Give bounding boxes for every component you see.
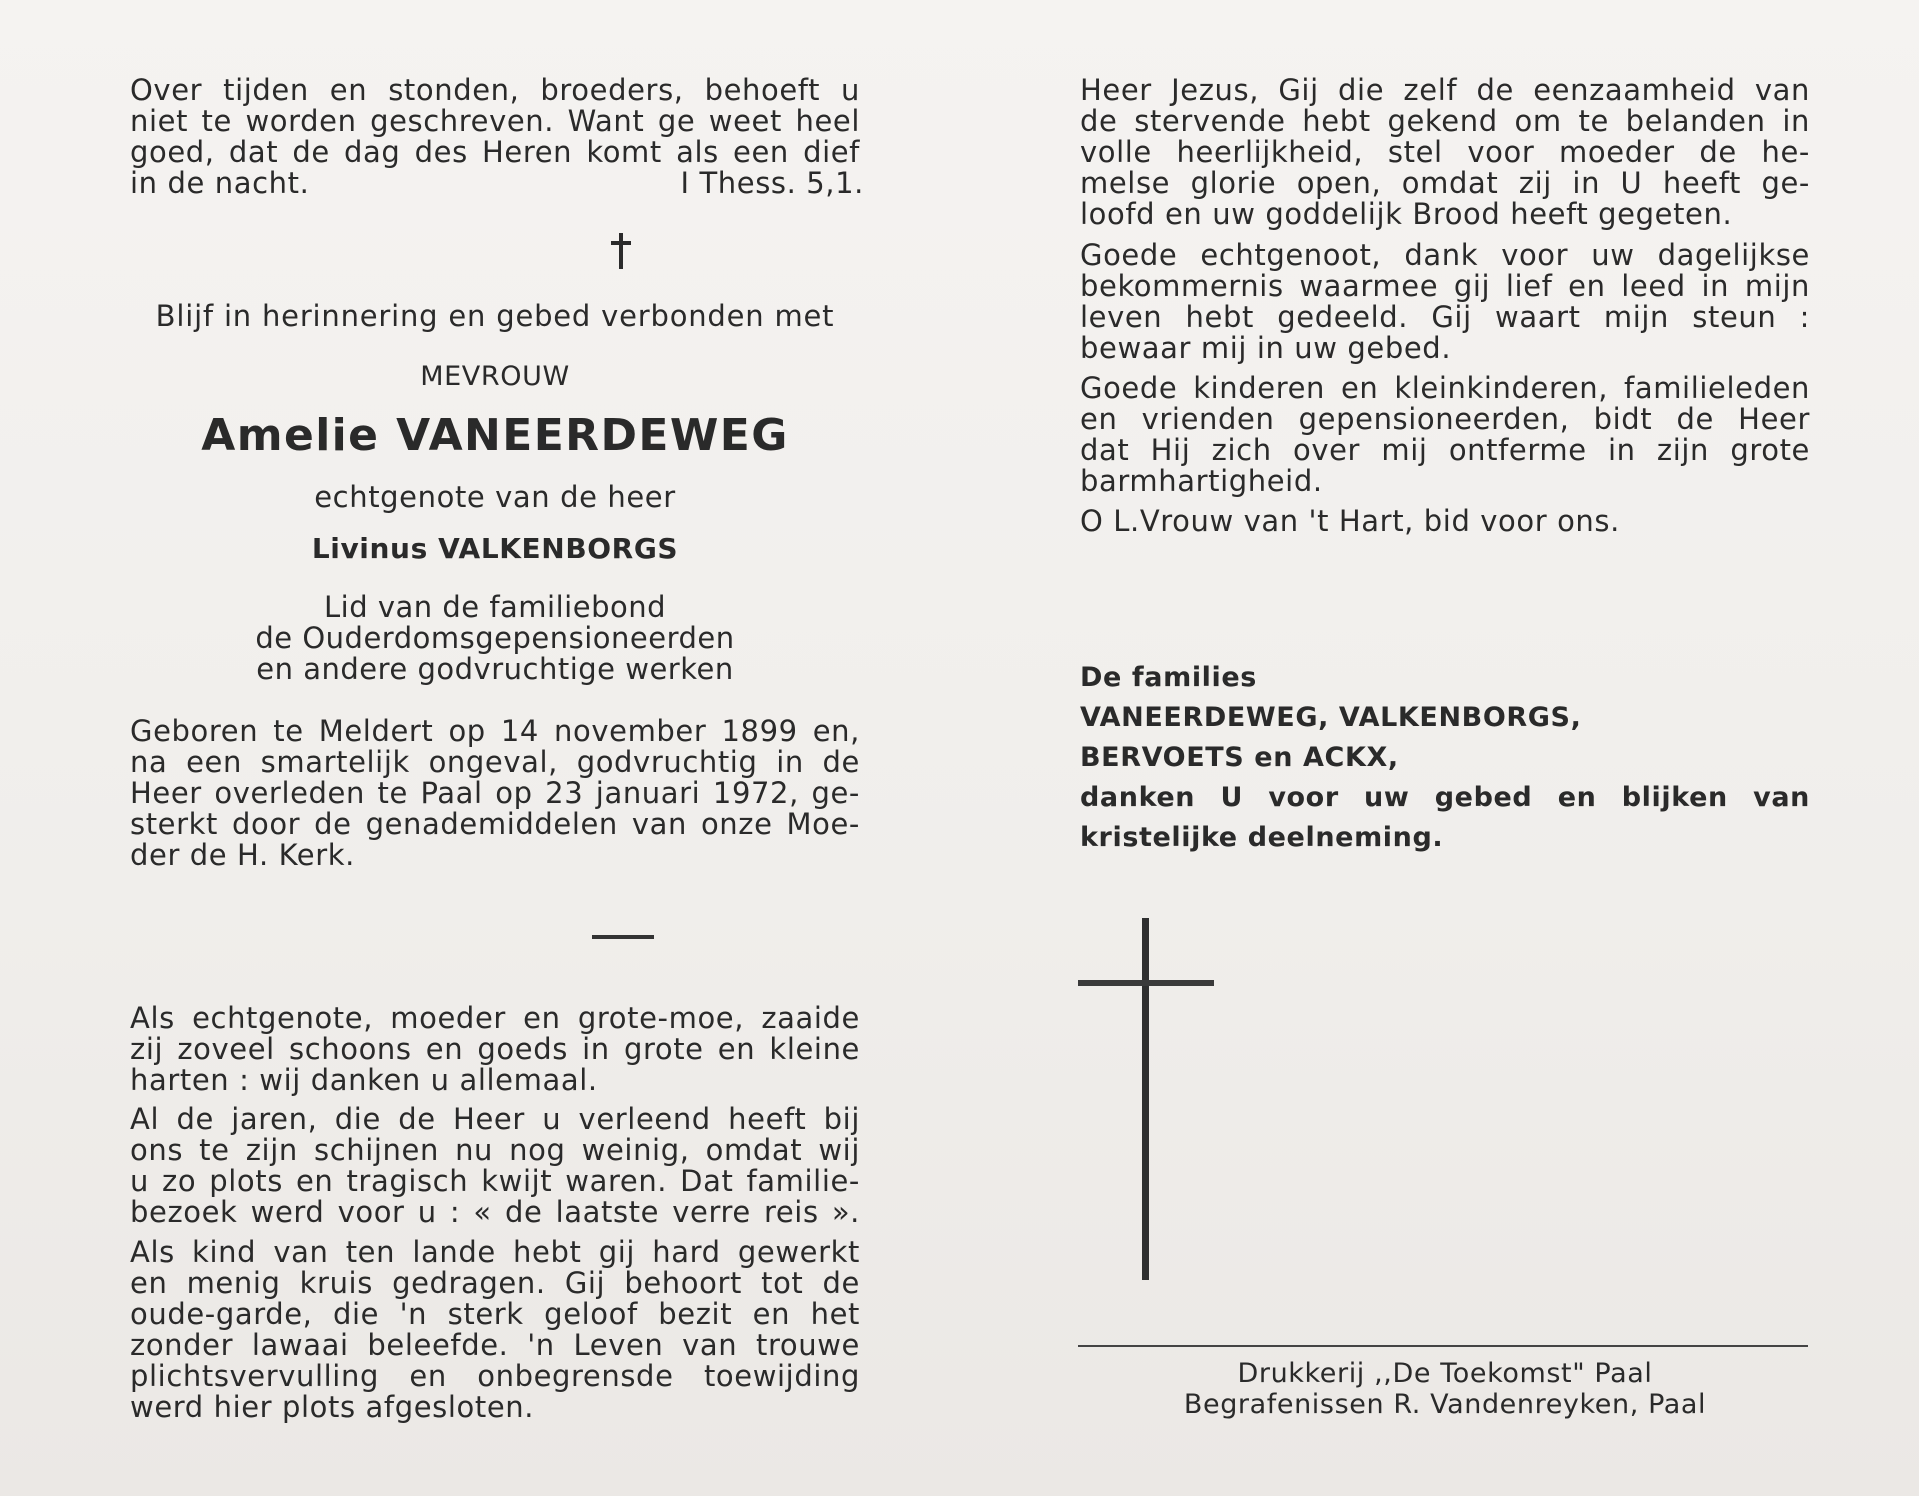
large-cross-icon xyxy=(1078,918,1214,1280)
birth-line: sterkt door de genademiddelen van onze Moe- xyxy=(130,807,860,841)
epigraph-line: Over tijden en stonden, broeders, behoeft u xyxy=(130,73,860,107)
spouse-intro: echtgenote van de heer xyxy=(314,480,676,514)
tribute-line: Als kind van ten lande hebt gij hard gewerkt xyxy=(130,1235,860,1269)
prayer-line: bekommernis waarmee gij lief en leed in mijn xyxy=(1080,269,1810,303)
spouse-name: Livinus VALKENBORGS xyxy=(311,532,679,565)
tribute-line: Al de jaren, die de Heer u verleend heeft bij xyxy=(130,1102,860,1136)
birth-line: Heer overleden te Paal op 23 januari 1972, ge- xyxy=(130,776,860,810)
birth-paragraph xyxy=(130,716,860,871)
epigraph-last-line xyxy=(130,166,864,200)
tribute-line: werd hier plots afgesloten. xyxy=(130,1390,535,1424)
undertaker-line: Begrafenissen R. Vandenreyken, Paal xyxy=(1183,1389,1707,1420)
deceased-name: Amelie VANEERDEWEG xyxy=(201,410,789,461)
tribute-paragraph-1 xyxy=(130,1003,860,1096)
divider-dash xyxy=(592,935,654,939)
birth-line: der de H. Kerk. xyxy=(130,838,355,872)
tribute-line: zonder lawaai beleefde. 'n Leven van trouwe xyxy=(130,1328,860,1362)
prayer-line: barmhartigheid. xyxy=(1080,464,1323,498)
prayer-line: loofd en uw goddelijk Brood heeft gegeten. xyxy=(1080,197,1733,231)
membership-line: Lid van de familiebond xyxy=(323,590,667,624)
prayer-line: melse glorie open, omdat zij in U heeft ge- xyxy=(1080,166,1810,200)
families-intro: De families xyxy=(1080,662,1257,693)
printer-line: Drukkerij ,,De Toekomst" Paal xyxy=(1237,1358,1653,1389)
tribute-line: bezoek werd voor u : « de laatste verre reis ». xyxy=(130,1195,860,1229)
small-cross-icon xyxy=(610,233,632,269)
memberships xyxy=(130,592,860,685)
invocation-line: O L.Vrouw van 't Hart, bid voor ons. xyxy=(1080,504,1620,538)
salutation: MEVROUW xyxy=(420,361,570,392)
invocation xyxy=(1080,506,1810,537)
prayer-line: Goede kinderen en kleinkinderen, familieleden xyxy=(1080,371,1810,405)
tribute-line: zij zoveel schoons en goeds in grote en kleine xyxy=(130,1032,860,1066)
prayer-paragraph-3 xyxy=(1080,373,1810,497)
epigraph-reference: I Thess. 5,1. xyxy=(680,166,864,200)
intro-text: Blijf in herinnering en gebed verbonden met xyxy=(155,299,835,333)
prayer-paragraph-2 xyxy=(1080,240,1810,364)
prayer-paragraph-1 xyxy=(1080,75,1810,230)
tribute-line: ons te zijn schijnen nu nog weinig, omdat wij xyxy=(130,1133,860,1167)
families-block xyxy=(1080,658,1810,858)
tribute-line: harten : wij danken u allemaal. xyxy=(130,1063,598,1097)
prayer-line: bewaar mij in uw gebed. xyxy=(1080,331,1452,365)
epigraph xyxy=(130,73,864,200)
tribute-paragraph-2 xyxy=(130,1104,860,1228)
birth-line: Geboren te Meldert op 14 november 1899 en, xyxy=(130,714,860,748)
prayer-line: de stervende hebt gekend om te belanden in xyxy=(1080,104,1810,138)
thanks-line: danken U voor uw gebed en blijken van xyxy=(1080,782,1810,813)
prayer-line: volle heerlijkheid, stel voor moeder de he- xyxy=(1080,135,1810,169)
tribute-line: en menig kruis gedragen. Gij behoort tot de xyxy=(130,1266,860,1300)
epigraph-line: niet te worden geschreven. Want ge weet heel xyxy=(130,104,860,138)
thanks-line: kristelijke deelneming. xyxy=(1080,822,1444,853)
tribute-line: u zo plots en tragisch kwijt waren. Dat familie- xyxy=(130,1164,860,1198)
families-line: VANEERDEWEG, VALKENBORGS, xyxy=(1080,702,1582,733)
tribute-line: oude-garde, die 'n sterk geloof bezit en het xyxy=(130,1297,860,1331)
prayer-line: Goede echtgenoot, dank voor uw dagelijkse xyxy=(1080,238,1810,272)
tribute-line: Als echtgenote, moeder en grote-moe, zaaide xyxy=(130,1001,860,1035)
families-line: BERVOETS en ACKX, xyxy=(1080,742,1399,773)
prayer-line: dat Hij zich over mij ontferme in zijn grote xyxy=(1080,433,1810,467)
prayer-line: en vrienden gepensioneerden, bidt de Heer xyxy=(1080,402,1810,436)
prayer-line: leven hebt gedeeld. Gij waart mijn steun : xyxy=(1080,300,1810,334)
epigraph-last: in de nacht. xyxy=(130,166,310,200)
tribute-paragraph-3 xyxy=(130,1237,860,1423)
printer-credits xyxy=(1080,1358,1810,1420)
footer-rule xyxy=(1078,1345,1808,1347)
birth-line: na een smartelijk ongeval, godvruchtig in de xyxy=(130,745,860,779)
prayer-line: Heer Jezus, Gij die zelf de eenzaamheid van xyxy=(1080,73,1810,107)
membership-line: de Ouderdomsgepensioneerden xyxy=(255,621,735,655)
tribute-line: plichtsvervulling en onbegrensde toewijding xyxy=(130,1359,860,1393)
membership-line: en andere godvruchtige werken xyxy=(256,652,734,686)
epigraph-line: goed, dat de dag des Heren komt als een dief xyxy=(130,135,860,169)
